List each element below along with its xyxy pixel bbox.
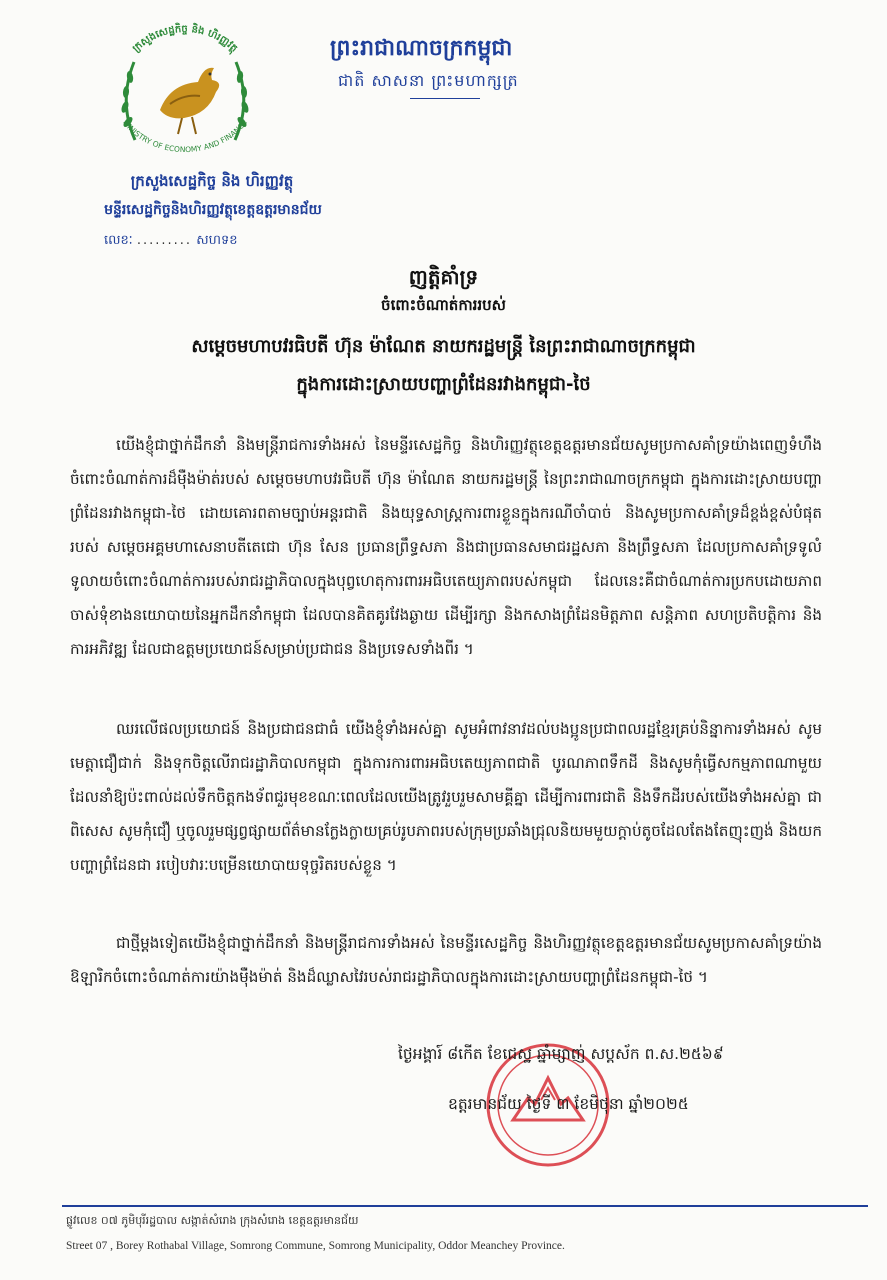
logo-arc-text-en: MINISTRY OF ECONOMY AND FINANCE	[121, 117, 249, 155]
svg-text:ក្រសួងសេដ្ឋកិច្ច និង ហិរញ្ញវត្	[131, 22, 240, 56]
logo-arc-text-km: ក្រសួងសេដ្ឋកិច្ច និង ហិរញ្ញវត្ថុ	[130, 23, 240, 55]
body-paragraph-3: ជាថ្មីម្តងទៀតយើងខ្ញុំជាថ្នាក់ដឹកនាំ និងមន្ត្រីរាជការទាំងអស់ នៃមន្ទីរសេដ្ឋកិច្ច និងហិរញ្ញវត្ថុខេត្តឧត្តរមានជ័យសូមប្រកាសគាំទ្រយ៉ាងឱឡារិកចំពោះចំណាត់ការយ៉ាងម៉ឺងម៉ាត់ និងដ៏ឈ្លាសវៃរបស់រាជរដ្ឋាភិបាលក្នុងការដោះស្រាយបញ្ហាព្រំដែនកម្ពុជា-ថៃ ។	[70, 934, 822, 986]
footer-address-en: Street 07 , Borey Rothabal Village, Somrong Commune, Somrong Municipality, Oddor Meanchey Province.	[66, 1240, 565, 1252]
solar-date: ឧត្តរមានជ័យ ថ្ងៃទី ៣ ខែមិថុនា ឆ្នាំ២០២៥	[448, 1095, 689, 1113]
document-title: ញត្តិគាំទ្រ	[408, 265, 479, 289]
kingdom-heading: ព្រះរាជាណាចក្រកម្ពុជា	[330, 36, 513, 61]
lunar-date: ថ្ងៃអង្គារ៍ ៨កើត ខែជេស្ឋ ឆ្នាំម្សាញ់ សប្តស័ក ព.ស.២៥៦៩	[398, 1045, 724, 1063]
motto-ornament	[410, 98, 480, 99]
body-paragraph-2: ឈរលើផលប្រយោជន៍ និងប្រជាជនជាធំ យើងខ្ញុំទាំងអស់គ្នា សូមអំពាវនាវដល់បងប្អូនប្រជាពលរដ្ឋខ្មែរគ្រប់និន្នាការទាំងអស់ សូមមេត្តាជឿជាក់ និងទុកចិត្តលើរាជរដ្ឋាភិបាលកម្ពុជា ក្នុងការការពារអធិបតេយ្យភាពជាតិ បូរណភាពទឹកដី និងសូមកុំធ្វើសកម្មភាពណាមួយដែលនាំឱ្យប៉ះពាល់ដល់ទឹកចិត្តកងទ័ពជួរមុខខណៈពេលដែលយើងត្រូវរួបរួមសាមគ្គីគ្នា ដើម្បីការពារជាតិ និងទឹកដីរបស់យើងទាំងអស់គ្នា ជាពិសេស សូមកុំជឿ ឬចូលរួមផ្សព្វផ្សាយព័ត៌មានក្លែងក្លាយគ្រប់រូបភាពរបស់ក្រុមប្រឆាំងជ្រុលនិយមមួយក្តាប់តូចដែលតែងតែញុះញង់ និងយកបញ្ហាព្រំដែនជា របៀបវារៈបម្រើនយោបាយទុច្ចរិតរបស់ខ្លួន ។	[70, 720, 822, 874]
department-name: មន្ទីរសេដ្ឋកិច្ចនិងហិរញ្ញវត្ថុខេត្តឧត្តរមានជ័យ	[104, 202, 322, 218]
national-motto: ជាតិ សាសនា ព្រះមហាក្សត្រ	[338, 71, 519, 90]
bird-emblem-icon	[100, 22, 270, 162]
body-paragraph-1: យើងខ្ញុំជាថ្នាក់ដឹកនាំ និងមន្ត្រីរាជការទាំងអស់ នៃមន្ទីរសេដ្ឋកិច្ច និងហិរញ្ញវត្ថុខេត្តឧត្តរមានជ័យសូមប្រកាសគាំទ្រយ៉ាងពេញទំហឹងចំពោះចំណាត់ការដ៏ម៉ឺងម៉ាត់របស់ សម្តេចមហាបវរធិបតី ហ៊ុន ម៉ាណែត នាយករដ្ឋមន្ត្រី នៃព្រះរាជាណាចក្រកម្ពុជា ក្នុងការដោះស្រាយបញ្ហាព្រំដែនរវាងកម្ពុជា-ថៃ ដោយគោរពតាមច្បាប់អន្តរជាតិ និងយុទ្ធសាស្ត្រការពារខ្លួនក្នុងករណីចាំបាច់ និងសូមប្រកាសគាំទ្រដ៏ខ្ពង់ខ្ពស់បំផុតរបស់ សម្តេចអគ្គមហាសេនាបតីតេជោ ហ៊ុន សែន ប្រធានព្រឹទ្ធសភា និងជាប្រធានសមាជរដ្ឋសភា និងព្រឹទ្ធសភា ដែលប្រកាសគាំទ្រទូលំទូលាយចំពោះចំណាត់ការរបស់រាជរដ្ឋាភិបាលក្នុងបុព្វហេតុការពារអធិបតេយ្យភាពរបស់កម្ពុជា ដែលនេះគឺជាចំណាត់ការប្រកបដោយភាពចាស់ទុំខាងនយោបាយនៃអ្នកដឹកនាំកម្ពុជា ដែលបានគិតគូរវែងឆ្ងាយ ដើម្បីរក្សា និងកសាងព្រំដែនមិត្តភាព សន្តិភាព សហប្រតិបត្តិការ និងការអភិវឌ្ឍ ដែលជាឧត្តមប្រយោជន៍សម្រាប់ប្រជាជន និងប្រទេសទាំងពីរ ។	[70, 436, 822, 658]
svg-text:MINISTRY OF ECONOMY AND FINANC	[121, 118, 249, 154]
ministry-name: ក្រសួងសេដ្ឋកិច្ច និង ហិរញ្ញវត្ថុ	[130, 172, 294, 190]
reference-number	[104, 232, 237, 251]
footer-divider	[62, 1205, 868, 1207]
ministry-logo	[100, 22, 270, 162]
title-topic: ក្នុងការដោះស្រាយបញ្ហាព្រំដែនរវាងកម្ពុជា-ថៃ	[296, 374, 591, 395]
title-subline: ចំពោះចំណាត់ការរបស់	[381, 296, 506, 314]
ref-label: លេខៈ	[104, 233, 133, 248]
title-subject: សម្តេចមហាបវរធិបតី ហ៊ុន ម៉ាណែត នាយករដ្ឋមន្ត្រី នៃព្រះរាជាណាចក្រកម្ពុជា	[191, 336, 696, 357]
footer-address-km: ផ្លូវលេខ ០៧ ភូមិបុរីរដ្ឋបាល សង្កាត់សំរោង ក្រុងសំរោង ខេត្តឧត្តរមានជ័យ	[66, 1214, 359, 1227]
ref-suffix: សហទខ	[196, 233, 238, 248]
ref-dots: .........	[136, 233, 193, 248]
